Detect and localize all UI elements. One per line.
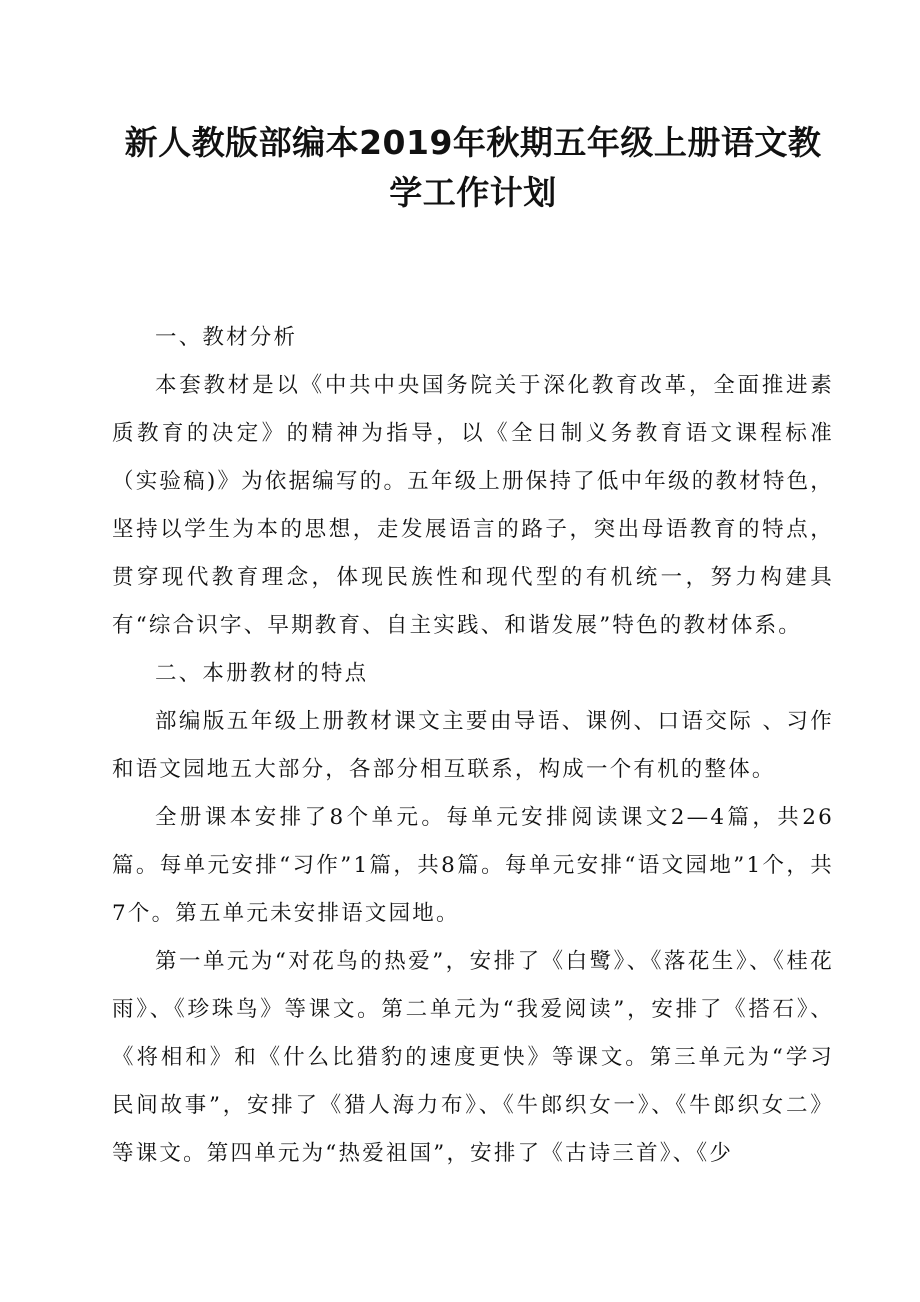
- section-2-paragraph-1: 部编版五年级上册教材课文主要由导语、课例、口语交际 、习作和语文园地五大部分，各部分相互联系，构成一个有机的整体。: [112, 709, 834, 782]
- document-body: [112, 314, 834, 1178]
- section-2-paragraph-2: 全册课本安排了8个单元。每单元安排阅读课文2—4篇，共26篇。每单元安排“习作”1篇，共8篇。每单元安排“语文园地”1个，共7个。第五单元未安排语文园地。: [112, 805, 834, 926]
- section-2-paragraph-3: 第一单元为“对花鸟的热爱”，安排了《白鹭》、《落花生》、《桂花雨》、《珍珠鸟》等课文。第二单元为“我爱阅读”，安排了《搭石》、《将相和》和《什么比猎豹的速度更快》等课文。第三单元为“学习民间故事”，安排了《猎人海力布》、《牛郎织女一》、《牛郎织女二》等课文。第四单元为“热爱祖国”，安排了《古诗三首》、《少: [112, 949, 834, 1166]
- section-2-heading: 二、本册教材的特点: [155, 661, 369, 686]
- document-title: [112, 118, 834, 218]
- section-1-paragraph-1: 本套教材是以《中共中央国务院关于深化教育改革，全面推进素质教育的决定》的精神为指导，以《全日制义务教育语文课程标准（实验稿)》为依据编写的。五年级上册保持了低中年级的教材特色，坚持以学生为本的思想，走发展语言的路子，突出母语教育的特点，贯穿现代教育理念，体现民族性和现代型的有机统一，努力构建具有“综合识字、早期教育、自主实践、和谐发展”特色的教材体系。: [112, 373, 834, 638]
- title-line-2: 学工作计划: [389, 173, 557, 212]
- section-1-heading: 一、教材分析: [155, 325, 298, 350]
- title-line-1: 新人教版部编本2019年秋期五年级上册语文教: [124, 123, 822, 162]
